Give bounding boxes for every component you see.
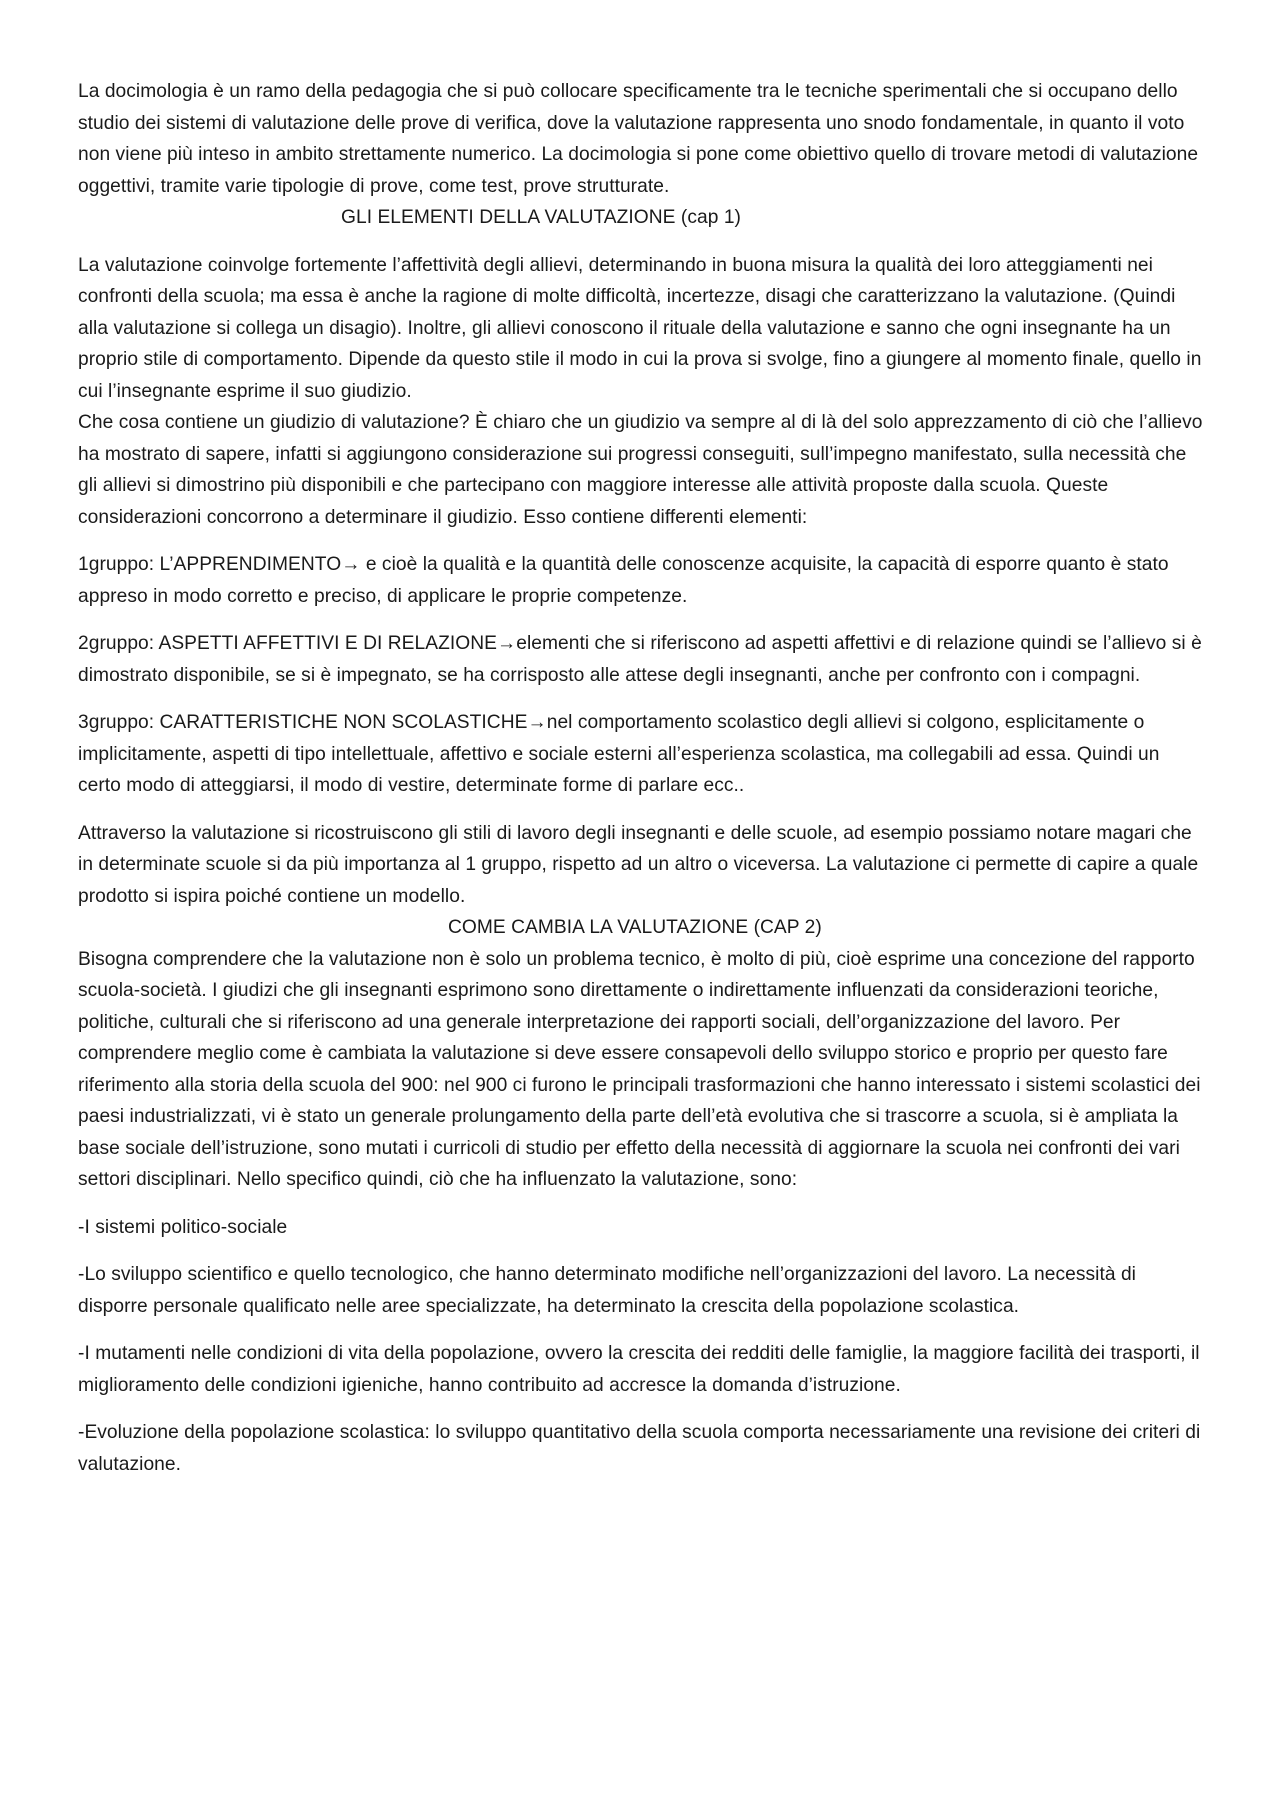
cap1-paragraph-2: Che cosa contiene un giudizio di valutazione? È chiaro che un giudizio va sempre al di là del solo apprezzamento di ciò che l’allievo ha mostrato di sapere, infatti si aggiungono considerazione sui progressi conseguiti, sull’impegno manifestato, sulla necessità che gli allievi si dimostrino più disponibili e che partecipano con maggiore interesse alle attività proposte dalla scuola. Queste considerazioni concorrono a determinare il giudizio. Esso contiene differenti elementi: [78, 412, 1203, 528]
list-item: -I mutamenti nelle condizioni di vita della popolazione, ovvero la crescita dei redditi delle famiglie, la maggiore facilità dei trasporti, il miglioramento delle condizioni igieniche, hanno contribuito ad accresce la domanda d’istruzione. [78, 1343, 1200, 1396]
list-item: -Evoluzione della popolazione scolastica: lo sviluppo quantitativo della scuola comporta necessariamente una revisione dei criteri di valutazione. [78, 1422, 1201, 1475]
group-2-text: elementi che si riferiscono ad aspetti affettivi e di relazione quindi se l’allievo si è dimostrato disponibile, se si è impegnato, se ha corrisposto alle attese degli insegnanti, anche per confronto con i compagni. [78, 633, 1202, 686]
intro-paragraph: La docimologia è un ramo della pedagogia che si può collocare specificamente tra le tecniche sperimentali che si occupano dello studio dei sistemi di valutazione delle prove di verifica, dove la valutazione rappresenta uno snodo fondamentale, in quanto il voto non viene più inteso in ambito strettamente numerico. La docimologia si pone come obiettivo quello di trovare metodi di valutazione oggettivi, tramite varie tipologie di prove, come test, prove strutturate. [78, 81, 1199, 197]
group-1-label: 1gruppo: L’APPRENDIMENTO [78, 554, 342, 575]
cap1-paragraph-1: La valutazione coinvolge fortemente l’affettività degli allievi, determinando in buona misura la qualità dei loro atteggiamenti nei confronti della scuola; ma essa è anche la ragione di molte difficoltà, incertezze, disagi che caratterizzano la valutazione. (Quindi alla valutazione si collega un disagio). Inoltre, gli allievi conoscono il rituale della valutazione e sanno che ogni insegnante ha un proprio stile di comportamento. Dipende da questo stile il modo in cui la prova si svolge, fino a giungere al momento finale, quello in cui l’insegnante esprime il suo giudizio. [78, 254, 1202, 402]
group-1-paragraph [78, 549, 1203, 612]
group-3-paragraph [78, 707, 1203, 802]
heading-cap1: GLI ELEMENTI DELLA VALUTAZIONE (cap 1) [341, 207, 741, 228]
cap1-paragraph-3: Attraverso la valutazione si ricostruiscono gli stili di lavoro degli insegnanti e delle scuole, ad esempio possiamo notare magari che in determinate scuole si da più importanza al 1 gruppo, rispetto ad un altro o viceversa. La valutazione ci permette di capire a quale prodotto si ispira poiché contiene un modello. [78, 822, 1199, 907]
arrow-right-icon: → [527, 712, 547, 733]
cap2-paragraph-1: Bisogna comprendere che la valutazione non è solo un problema tecnico, è molto di più, cioè esprime una concezione del rapporto scuola-società. I giudizi che gli insegnanti esprimono sono direttamente o indirettamente influenzati da considerazioni teoriche, politiche, culturali che si riferiscono ad una generale interpretazione dei rapporti sociali, dell’organizzazione del lavoro. Per comprendere meglio come è cambiata la valutazione si deve essere consapevoli dello sviluppo storico e proprio per questo fare riferimento alla storia della scuola del 900: nel 900 ci furono le principali trasformazioni che hanno interessato i sistemi scolastici dei paesi industrializzati, vi è stato un generale prolungamento della parte dell’età evolutiva che si trascorre a scuola, si è ampliata la base sociale dell’istruzione, sono mutati i curricoli di studio per effetto della necessità di aggiornare la scuola nei confronti dei vari settori disciplinari. Nello specifico quindi, ciò che ha influenzato la valutazione, sono: [78, 948, 1201, 1190]
group-3-label: 3gruppo: CARATTERISTICHE NON SCOLASTICHE [78, 712, 528, 733]
group-3-text: nel comportamento scolastico degli allievi si colgono, esplicitamente o implicitamente, aspetti di tipo intellettuale, affettivo e sociale esterni all’esperienza scolastica, ma collegabili ad essa. Quindi un certo modo di atteggiarsi, il modo di vestire, determinate forme di parlare ecc.. [78, 712, 1160, 796]
arrow-right-icon: → [496, 633, 517, 654]
arrow-right-icon: → [341, 554, 361, 575]
list-item: -Lo sviluppo scientifico e quello tecnologico, che hanno determinato modifiche nell’organizzazioni del lavoro. La necessità di disporre personale qualificato nelle aree specializzate, ha determinato la crescita della popolazione scolastica. [78, 1264, 1136, 1317]
heading-cap2: COME CAMBIA LA VALUTAZIONE (CAP 2) [448, 917, 822, 938]
document-page [78, 76, 1203, 1496]
group-2-label: 2gruppo: ASPETTI AFFETTIVI E DI RELAZIONE [78, 633, 497, 654]
group-2-paragraph [78, 628, 1203, 691]
group-1-text: e cioè la qualità e la quantità delle conoscenze acquisite, la capacità di esporre quanto è stato appreso in modo corretto e preciso, di applicare le proprie competenze. [78, 554, 1169, 607]
list-item: -I sistemi politico-sociale [78, 1216, 288, 1238]
